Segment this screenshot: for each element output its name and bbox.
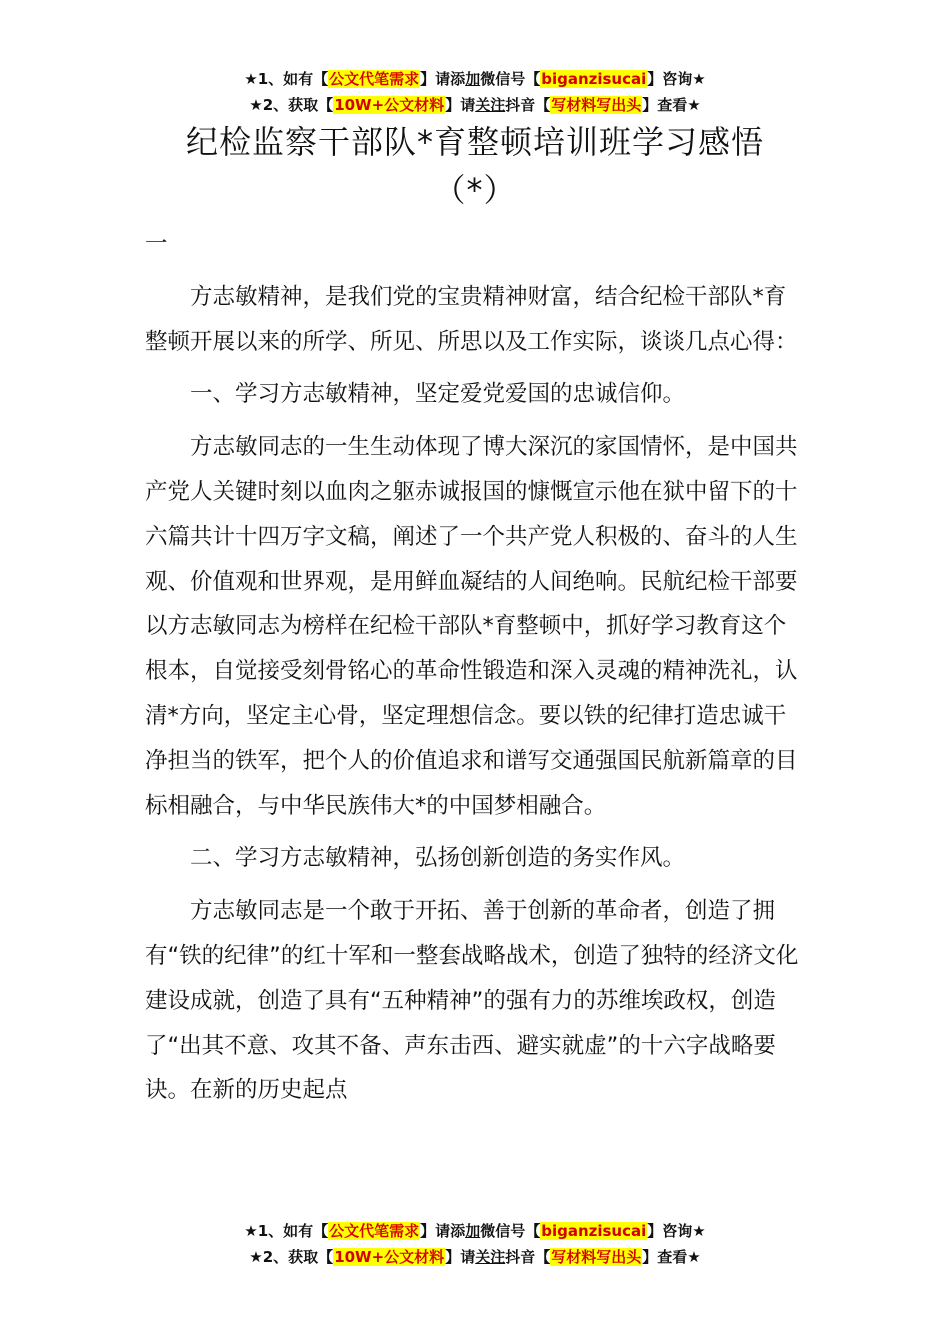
banner-text: ★2、获取【 [249, 1248, 334, 1266]
banner-line-2 [0, 92, 950, 118]
banner-text: 微信号【 [480, 70, 541, 88]
banner-text: 】请 [445, 96, 476, 114]
banner-highlight: 公文代笔需求 [329, 70, 420, 88]
bottom-banner [0, 1218, 950, 1270]
banner-text: 】请添 [420, 70, 466, 88]
top-banner [0, 66, 950, 118]
heading-two: 二、学习方志敏精神，弘扬创新创造的务实作风。 [190, 845, 686, 872]
banner-text: 】请添 [420, 1222, 466, 1240]
banner-underline: 关注 [475, 1248, 506, 1266]
document-title [0, 118, 950, 214]
banner-highlight: biganzisucai [541, 70, 647, 88]
banner-line-1 [0, 1218, 950, 1244]
heading-one: 一、学习方志敏精神，坚定爱党爱国的忠诚信仰。 [190, 381, 686, 408]
banner-text: 】请 [445, 1248, 476, 1266]
banner-text: ★2、获取【 [249, 96, 334, 114]
banner-text: 】查看★ [642, 1248, 701, 1266]
banner-highlight: 写材料写出头 [551, 1248, 642, 1266]
banner-highlight: 10W+公文材料 [334, 96, 445, 114]
paragraph-two: 方志敏同志是一个敢于开拓、善于创新的革命者，创造了拥有“铁的纪律”的红十军和一整套战略战术，创造了独特的经济文化建设成就，创造了具有“五种精神”的强有力的苏维埃政权，创造了“出其不意、攻其不备、声东击西、避实就虚”的十六字战略要诀。在新的历史起点 [145, 898, 799, 1104]
section-number: 一 [145, 231, 168, 257]
banner-line-2 [0, 1244, 950, 1270]
banner-line-1 [0, 66, 950, 92]
title-line-2: （*） [433, 171, 517, 209]
banner-highlight: 写材料写出头 [551, 96, 642, 114]
banner-text: 抖音【 [505, 1248, 551, 1266]
banner-highlight: 公文代笔需求 [329, 1222, 420, 1240]
banner-highlight: biganzisucai [541, 1222, 647, 1240]
banner-text: 抖音【 [505, 96, 551, 114]
banner-highlight: 10W+公文材料 [334, 1248, 445, 1266]
document-body [145, 222, 807, 1121]
banner-text: ★1、如有【 [244, 70, 329, 88]
banner-text: 】咨询★ [647, 1222, 706, 1240]
paragraph-one: 方志敏同志的一生生动体现了博大深沉的家国情怀，是中国共产党人关键时刻以血肉之躯赤诚报国的慷慨宣示他在狱中留下的十六篇共计十四万字文稿，阐述了一个共产党人积极的、奋斗的人生观、价值观和世界观，是用鲜血凝结的人间绝响。民航纪检干部要以方志敏同志为榜样在纪检干部队*育整顿中，抓好学习教育这个根本，自觉接受刻骨铭心的革命性锻造和深入灵魂的精神洗礼，认清*方向，坚定主心骨，坚定理想信念。要以铁的纪律打造忠诚干净担当的铁军，把个人的价值追求和谱写交通强国民航新篇章的目标相融合，与中华民族伟大*的中国梦相融合。 [145, 434, 798, 819]
banner-underline: 关注 [475, 96, 506, 114]
paragraph-intro: 方志敏精神，是我们党的宝贵精神财富，结合纪检干部队*育整顿开展以来的所学、所见、所思以及工作实际，谈谈几点心得： [145, 283, 798, 355]
banner-text: 微信号【 [480, 1222, 541, 1240]
title-line-1: 纪检监察干部队*育整顿培训班学习感悟 [185, 123, 764, 161]
banner-underline: 加 [465, 1222, 481, 1240]
banner-text: ★1、如有【 [244, 1222, 329, 1240]
banner-text: 】查看★ [642, 96, 701, 114]
banner-text: 】咨询★ [647, 70, 706, 88]
banner-underline: 加 [465, 70, 481, 88]
